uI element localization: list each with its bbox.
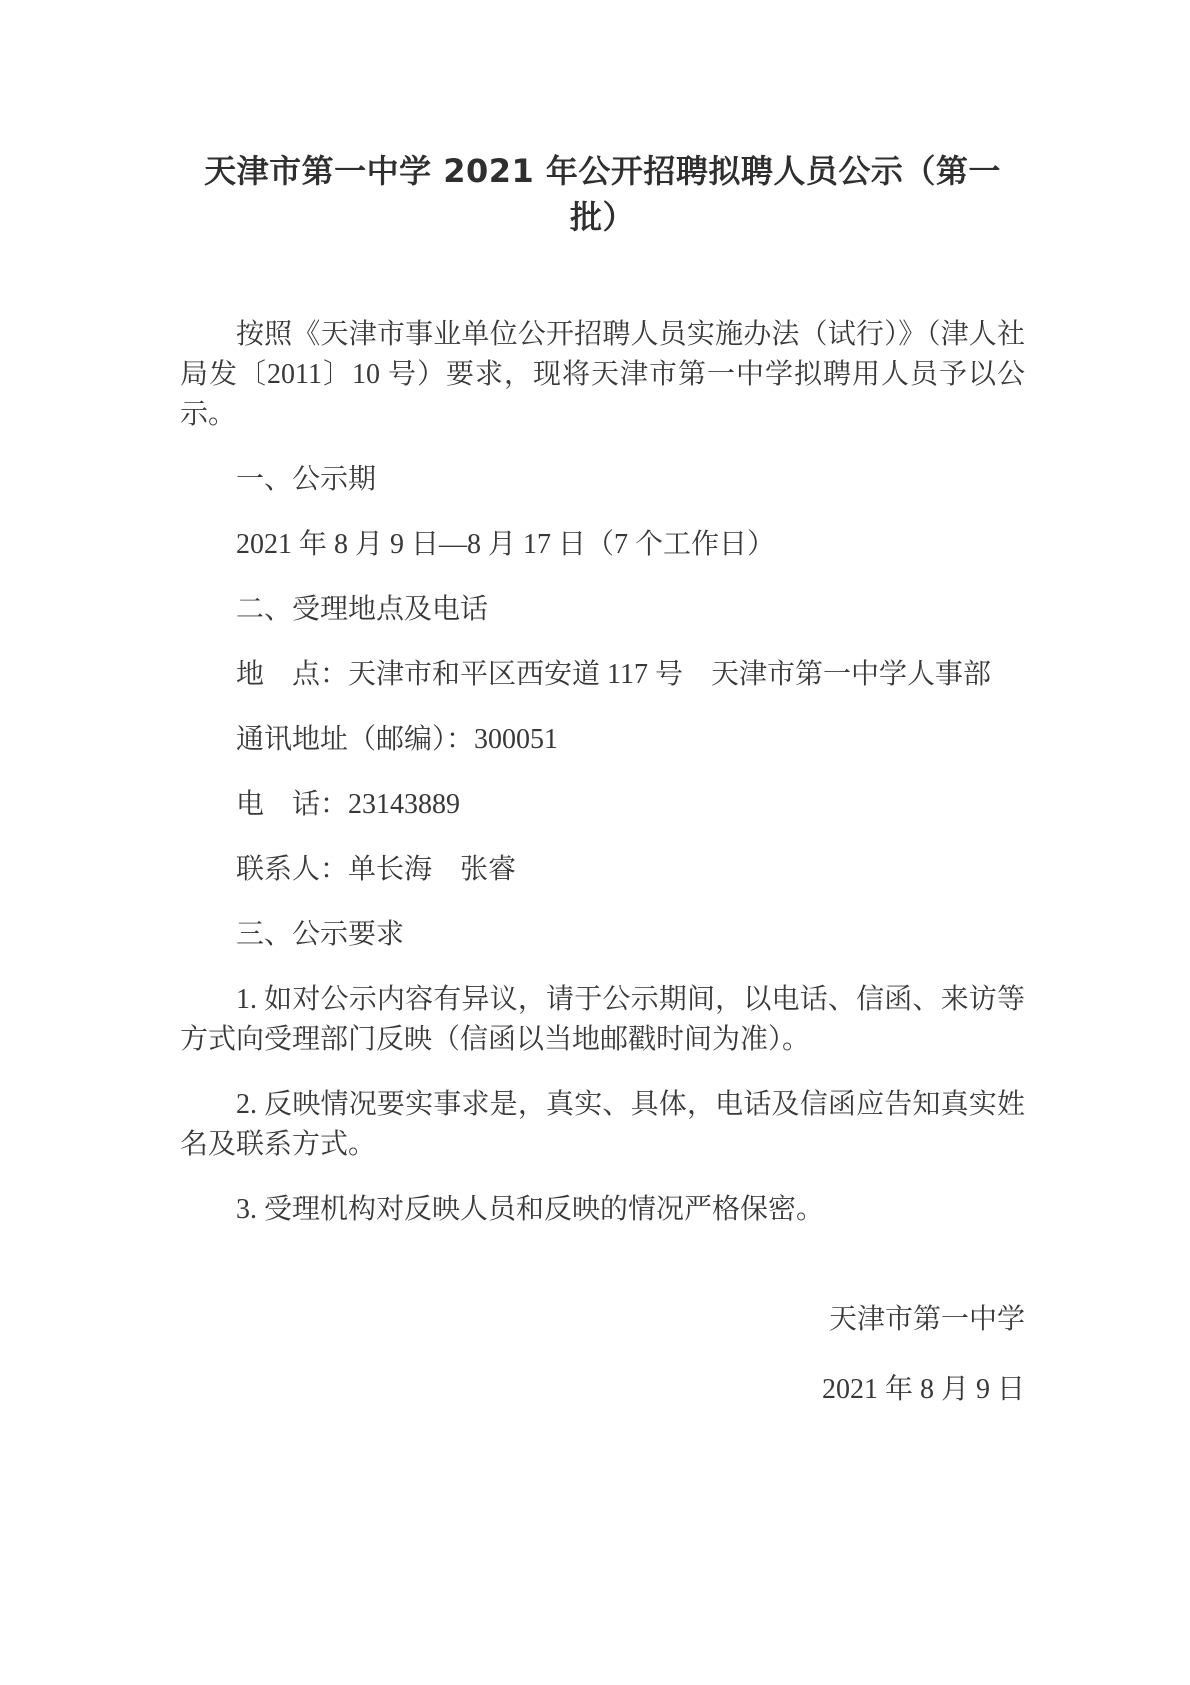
section-3-heading: 三、公示要求 — [236, 919, 405, 950]
section-3-item-1: 1. 如对公示内容有异议，请于公示期间，以电话、信函、来访等方式向受理部门反映（信函以当地邮戳时间为准）。 — [180, 984, 1025, 1055]
section-2-line-address: 地 点：天津市和平区西安道 117 号 天津市第一中学人事部 — [236, 659, 991, 690]
section-1-heading: 一、公示期 — [236, 464, 377, 495]
document-title: 天津市第一中学 2021 年公开招聘拟聘人员公示（第一批） — [204, 152, 1001, 236]
section-2-line-phone: 电 话：23143889 — [236, 789, 461, 820]
section-2-heading: 二、受理地点及电话 — [236, 594, 489, 625]
document-body — [180, 0, 1025, 1410]
section-3-item-3: 3. 受理机构对反映人员和反映的情况严格保密。 — [236, 1194, 825, 1225]
section-2-line-contacts: 联系人：单长海 张睿 — [236, 854, 517, 885]
signature-organization: 天津市第一中学 — [828, 1304, 1025, 1335]
intro-paragraph: 按照《天津市事业单位公开招聘人员实施办法（试行）》（津人社局发〔2011〕10 号）要求，现将天津市第一中学拟聘用人员予以公示。 — [180, 319, 1025, 430]
section-1-line-publicity-period: 2021 年 8 月 9 日—8 月 17 日（7 个工作日） — [236, 529, 776, 560]
section-2-line-postal-code: 通讯地址（邮编）：300051 — [236, 724, 559, 755]
signature-date: 2021 年 8 月 9 日 — [821, 1374, 1025, 1405]
section-3-item-2: 2. 反映情况要实事求是，真实、具体，电话及信函应告知真实姓名及联系方式。 — [180, 1089, 1025, 1160]
